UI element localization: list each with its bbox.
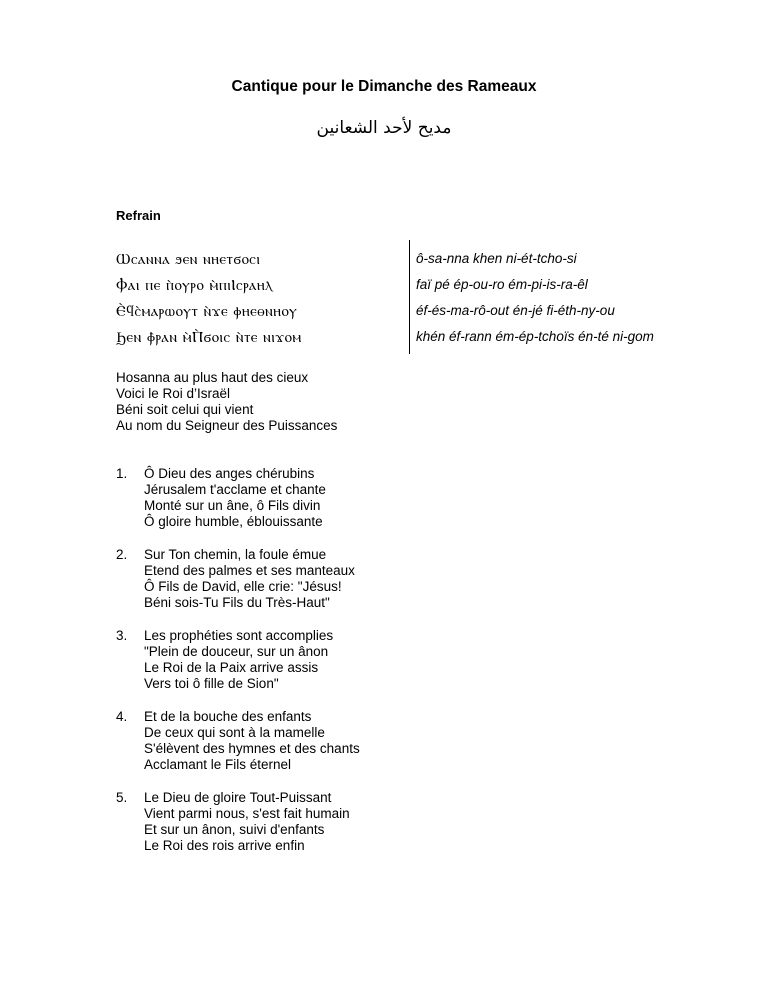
verse-line: Le Dieu de gloire Tout-Puissant bbox=[144, 790, 332, 805]
transliteration-line: faï pé ép-ou-ro ém-pi-is-ra-êl bbox=[416, 277, 588, 292]
verse-number: 4. bbox=[116, 709, 128, 724]
coptic-line: Ⲱⲥⲁⲛⲛⲁ ϧⲉⲛ ⲛⲏⲉⲧϭⲟⲥⲓ bbox=[116, 250, 261, 268]
verse-line: Etend des palmes et ses manteaux bbox=[144, 563, 355, 578]
verse-line: Acclamant le Fils éternel bbox=[144, 757, 292, 772]
transliteration-line: ô-sa-nna khen ni-ét-tcho-si bbox=[416, 251, 577, 266]
transliteration-line: khén éf-rann ém-ép-tchoïs én-té ni-gom bbox=[416, 329, 654, 344]
verse-line: Béni sois-Tu Fils du Très-Haut" bbox=[144, 595, 330, 610]
verse-line: Vers toi ô fille de Sion" bbox=[144, 676, 279, 691]
verse-line: Monté sur un âne, ô Fils divin bbox=[144, 498, 321, 513]
coptic-line: Ⲫⲁⲓ ⲡⲉ ⲡ̀ⲟⲩⲣⲟ ⲙ̀ⲡⲓⲒⲥⲣⲁⲏⲗ bbox=[116, 276, 273, 294]
arabic-title: مديح لأحد الشعانين bbox=[316, 118, 452, 138]
verse-line: Ô gloire humble, éblouissante bbox=[144, 514, 323, 529]
refrain-line: Voici le Roi d’Israël bbox=[116, 386, 231, 401]
refrain-line: Béni soit celui qui vient bbox=[116, 402, 254, 417]
verse-number: 1. bbox=[116, 466, 128, 481]
verse-1 bbox=[116, 466, 360, 530]
refrain-line: Au nom du Seigneur des Puissances bbox=[116, 418, 338, 433]
verse-line: Le Roi de la Paix arrive assis bbox=[144, 660, 319, 675]
verse-line: Et sur un ânon, suivi d'enfants bbox=[144, 822, 325, 837]
column-divider bbox=[409, 240, 410, 354]
transliteration-refrain bbox=[416, 246, 746, 350]
french-refrain bbox=[116, 370, 337, 434]
verse-line: Les prophéties sont accomplies bbox=[144, 628, 334, 643]
coptic-line: Ϧⲉⲛ ⲫ̀ⲣⲁⲛ ⲙ̀Ⲡ̀ϭⲟⲓⲥ ⲛ̀ⲧⲉ ⲛⲓϫⲟⲙ bbox=[116, 328, 302, 346]
verse-5 bbox=[116, 790, 360, 854]
coptic-refrain bbox=[116, 246, 408, 350]
verse-line: Ô Dieu des anges chérubins bbox=[144, 466, 315, 481]
verse-2 bbox=[116, 547, 360, 611]
refrain-line: Hosanna au plus haut des cieux bbox=[116, 370, 309, 385]
verse-line: Sur Ton chemin, la foule émue bbox=[144, 547, 327, 562]
verse-number: 5. bbox=[116, 790, 128, 805]
verse-4 bbox=[116, 709, 360, 773]
verse-number: 3. bbox=[116, 628, 128, 643]
verse-line: S'élèvent des hymnes et des chants bbox=[144, 741, 360, 756]
verse-line: Vient parmi nous, s'est fait humain bbox=[144, 806, 350, 821]
verse-line: Le Roi des rois arrive enfin bbox=[144, 838, 305, 853]
verse-3 bbox=[116, 628, 360, 692]
document-title: Cantique pour le Dimanche des Rameaux bbox=[231, 78, 537, 95]
verse-line: "Plein de douceur, sur un ânon bbox=[144, 644, 329, 659]
transliteration-line: éf-és-ma-rô-out én-jé fi-éth-ny-ou bbox=[416, 303, 615, 318]
coptic-line: Ⲉ̀ϥⲥ̀ⲙⲁⲣⲱⲟⲩⲧ ⲛ̀ϫⲉ ⲫⲏⲉⲑⲛⲏⲟⲩ bbox=[116, 302, 298, 320]
verse-line: Jérusalem t'acclame et chante bbox=[144, 482, 326, 497]
refrain-heading: Refrain bbox=[116, 208, 161, 223]
verse-line: Ô Fils de David, elle crie: "Jésus! bbox=[144, 579, 342, 594]
verse-line: Et de la bouche des enfants bbox=[144, 709, 312, 724]
verse-list bbox=[116, 466, 360, 871]
verse-line: De ceux qui sont à la mamelle bbox=[144, 725, 325, 740]
verse-number: 2. bbox=[116, 547, 128, 562]
